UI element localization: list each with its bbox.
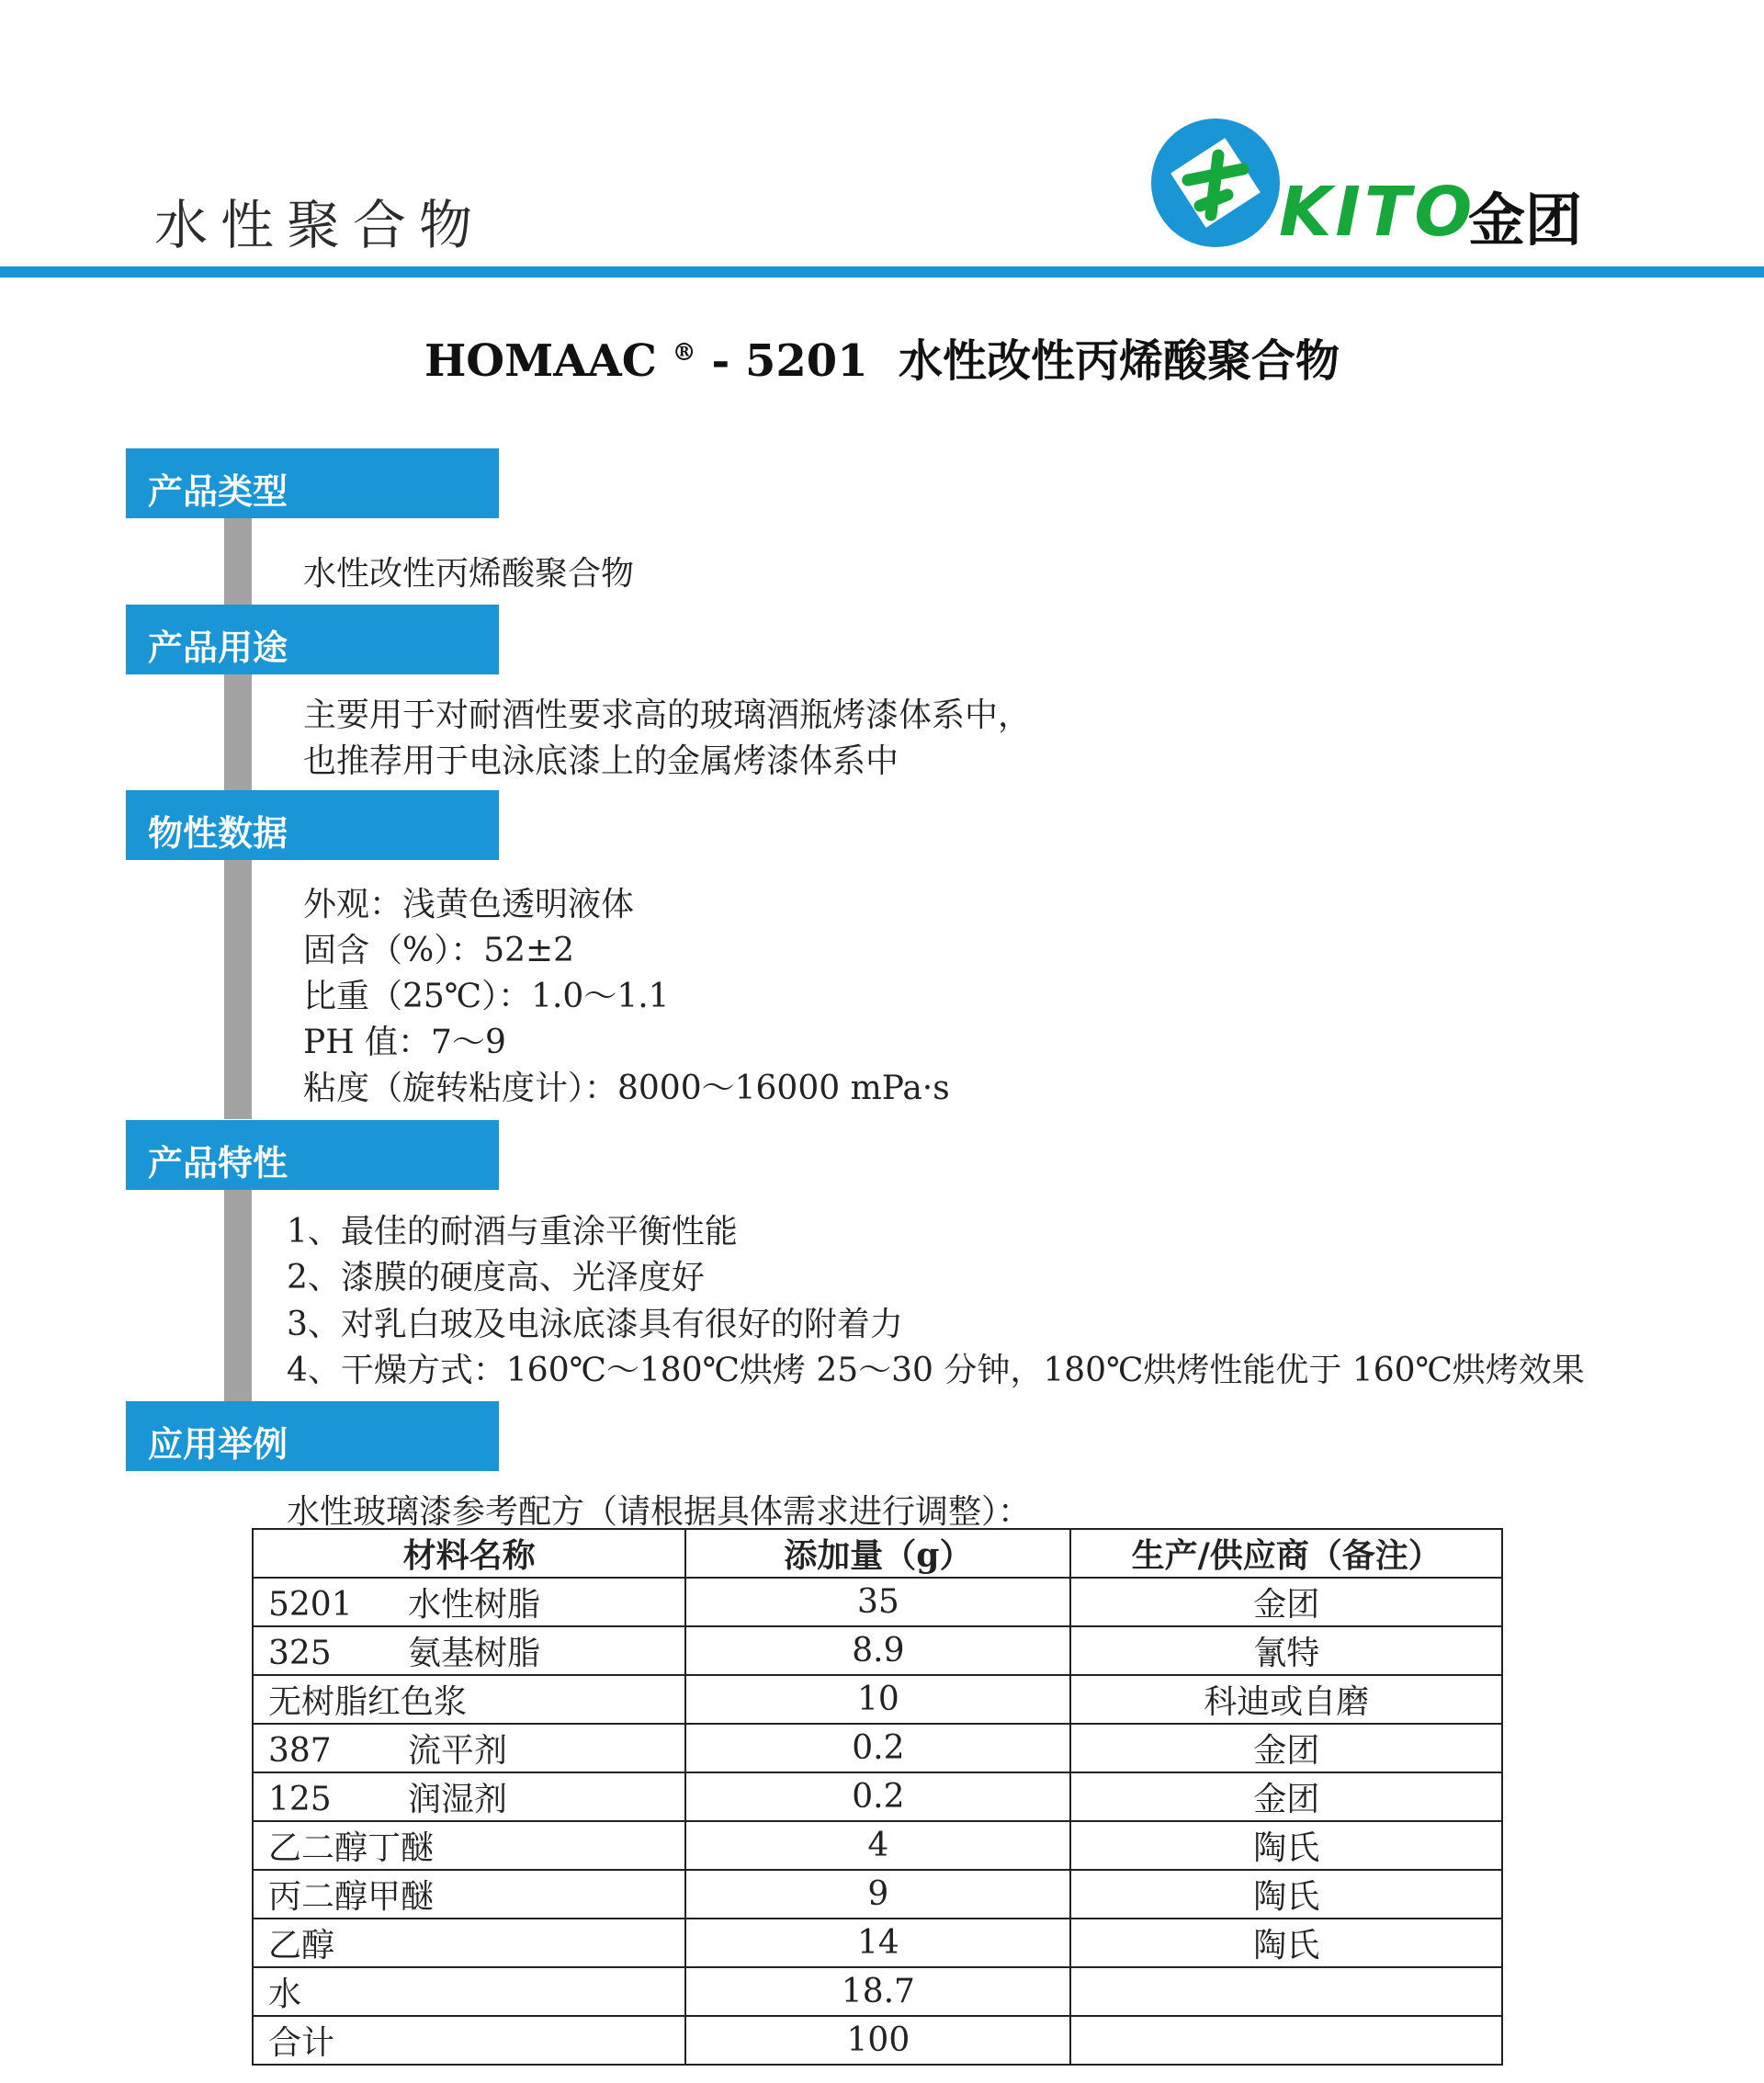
supplier-cell: 陶氏	[1070, 1821, 1502, 1870]
material-name: 丙二醇甲醚	[268, 1878, 435, 1916]
formula-table-body	[253, 1578, 1502, 2065]
amount-cell: 0.2	[685, 1724, 1070, 1772]
type-line: 水性改性丙烯酸聚合物	[303, 555, 635, 593]
section-title: 应用举例	[148, 1424, 288, 1465]
supplier-cell	[1070, 1967, 1502, 2016]
supplier-cell	[1070, 2016, 1502, 2065]
formula-caption: 水性玻璃漆参考配方（请根据具体需求进行调整）：	[287, 1493, 1032, 1531]
section-accent-bar	[224, 517, 252, 605]
material-name: 氨基树脂	[408, 1635, 541, 1672]
material-name: 无树脂红色浆	[268, 1683, 468, 1721]
table-row	[253, 1724, 1502, 1772]
usage-line: 主要用于对耐酒性要求高的玻璃酒瓶烤漆体系中，	[303, 696, 1032, 734]
section-accent-bar	[224, 1190, 252, 1401]
product-number: - 5201	[711, 335, 868, 387]
formula-table	[252, 1528, 1503, 2066]
supplier-cell: 科迪或自磨	[1070, 1675, 1502, 1724]
property-line: 比重（25℃）：1.0～1.1	[303, 978, 670, 1015]
section-accent-bar	[224, 860, 252, 1119]
amount-cell: 8.9	[685, 1626, 1070, 1675]
amount-cell: 18.7	[685, 1967, 1070, 2016]
section-header-type	[126, 448, 499, 518]
table-row	[253, 1967, 1502, 2016]
usage-line: 也推荐用于电泳底漆上的金属烤漆体系中	[303, 742, 899, 780]
section-header-application	[126, 1401, 499, 1471]
feature-line: 4、干燥方式：160℃～180℃烘烤 25～30 分钟，180℃烘烤性能优于 160℃烘烤效果	[287, 1352, 1585, 1389]
page-title	[0, 325, 1764, 389]
property-line: 粘度（旋转粘度计）：8000～16000 mPa·s	[303, 1070, 950, 1107]
amount-cell: 100	[685, 2016, 1070, 2065]
table-row	[253, 1821, 1502, 1870]
supplier-cell: 氰特	[1070, 1626, 1502, 1675]
material-cell	[253, 2016, 685, 2065]
material-code: 5201	[268, 1586, 353, 1624]
property-line: PH 值：7～9	[303, 1024, 506, 1061]
material-cell	[253, 1919, 685, 1967]
table-row	[253, 1675, 1502, 1724]
section-title: 产品类型	[148, 471, 288, 512]
table-row	[253, 1626, 1502, 1675]
table-header-row	[253, 1529, 1502, 1578]
supplier-cell: 金团	[1070, 1578, 1502, 1626]
feature-line: 2、漆膜的硬度高、光泽度好	[287, 1259, 705, 1296]
product-name: 水性改性丙烯酸聚合物	[899, 335, 1340, 387]
supplier-cell: 金团	[1070, 1724, 1502, 1772]
material-code: 325	[268, 1635, 332, 1672]
amount-cell: 14	[685, 1919, 1070, 1967]
section-title: 产品用途	[148, 628, 288, 668]
material-code: 125	[268, 1781, 332, 1818]
registered-mark: ®	[672, 339, 696, 367]
section-title: 物性数据	[148, 813, 288, 854]
property-line: 外观：浅黄色透明液体	[303, 886, 635, 923]
category-title: 水性聚合物	[154, 194, 486, 256]
feature-line: 1、最佳的耐酒与重涂平衡性能	[287, 1213, 738, 1251]
supplier-cell: 陶氏	[1070, 1919, 1502, 1967]
material-name: 乙醇	[268, 1927, 335, 1964]
material-name: 水	[268, 1975, 302, 2013]
amount-cell: 4	[685, 1821, 1070, 1870]
material-cell	[253, 1724, 685, 1772]
section-title: 产品特性	[148, 1143, 288, 1183]
material-code: 387	[268, 1732, 332, 1770]
amount-cell: 0.2	[685, 1772, 1070, 1821]
table-row	[253, 1919, 1502, 1967]
supplier-cell: 金团	[1070, 1772, 1502, 1821]
column-header: 材料名称	[253, 1529, 685, 1578]
supplier-cell: 陶氏	[1070, 1870, 1502, 1919]
material-name: 水性树脂	[408, 1586, 541, 1624]
material-cell	[253, 1870, 685, 1919]
material-name: 流平剂	[408, 1732, 508, 1770]
product-code: HOMAAC	[424, 335, 657, 387]
material-cell	[253, 1967, 685, 2016]
header-divider	[0, 266, 1764, 277]
material-cell	[253, 1626, 685, 1675]
material-name: 乙二醇丁醚	[268, 1829, 435, 1867]
section-accent-bar	[224, 674, 252, 790]
material-cell	[253, 1578, 685, 1626]
material-cell	[253, 1821, 685, 1870]
section-header-usage	[126, 605, 499, 674]
table-row	[253, 2016, 1502, 2065]
feature-line: 3、对乳白玻及电泳底漆具有很好的附着力	[287, 1306, 903, 1343]
material-cell	[253, 1772, 685, 1821]
amount-cell: 35	[685, 1578, 1070, 1626]
amount-cell: 10	[685, 1675, 1070, 1724]
section-header-features	[126, 1120, 499, 1190]
section-header-properties	[126, 790, 499, 860]
logo-chinese-name: 金团	[1468, 187, 1583, 254]
table-row	[253, 1870, 1502, 1919]
logo-wordmark: KITO	[1279, 173, 1476, 252]
column-header: 添加量（g）	[685, 1529, 1070, 1578]
table-row	[253, 1772, 1502, 1821]
material-name: 润湿剂	[408, 1781, 508, 1818]
material-cell	[253, 1675, 685, 1724]
amount-cell: 9	[685, 1870, 1070, 1919]
material-name: 合计	[268, 2024, 335, 2062]
property-line: 固含（%）：52±2	[303, 932, 575, 969]
table-row	[253, 1578, 1502, 1626]
column-header: 生产/供应商（备注）	[1070, 1529, 1502, 1578]
